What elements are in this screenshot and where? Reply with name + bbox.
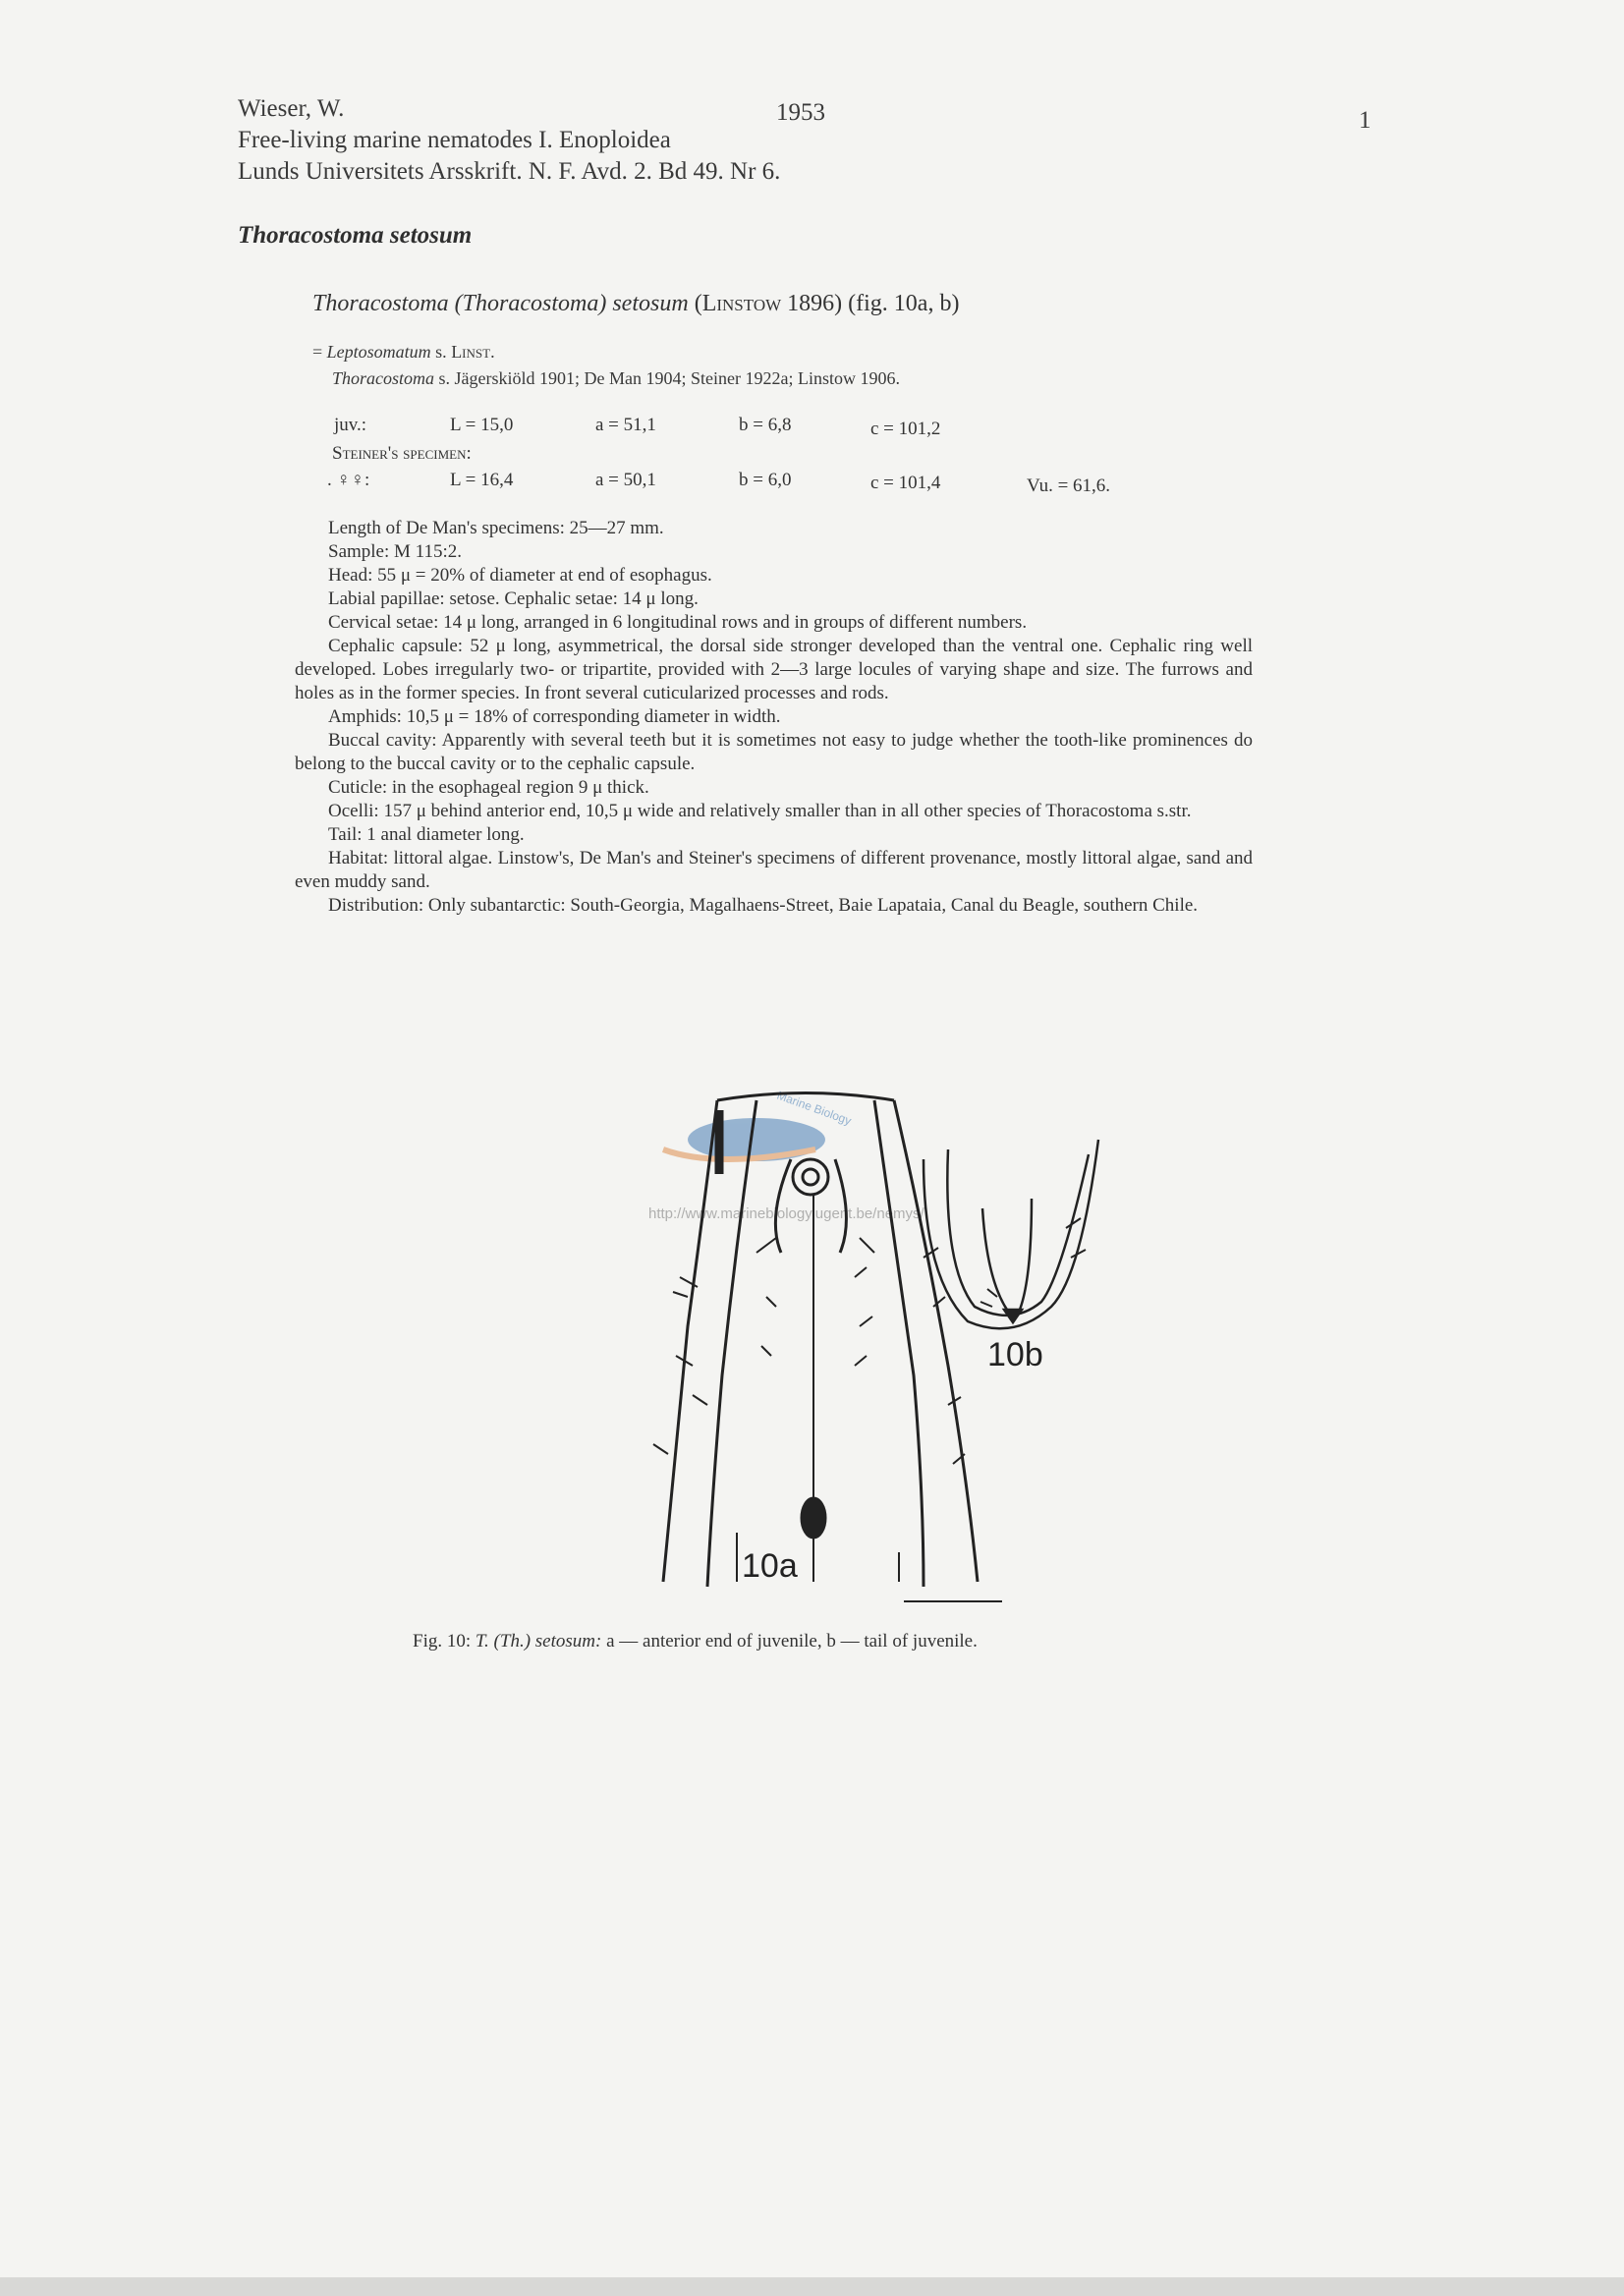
synonym-line-1: = Leptosomatum s. Linst. [312, 342, 495, 362]
steiner-specimen-label: Steiner's specimen: [332, 443, 472, 464]
juv-length: L = 15,0 [450, 415, 514, 435]
scanned-title-italic: Thoracostoma (Thoracostoma) setosum [312, 291, 689, 316]
paragraph-labial-papillae: Labial papillae: setose. Cephalic setae: 14 μ long. [328, 588, 699, 609]
scan-bottom-edge [0, 2277, 1624, 2296]
scanned-species-title: Thoracostoma (Thoracostoma) setosum (Linstow 1896) (fig. 10a, b) [312, 291, 960, 316]
juv-a: a = 51,1 [595, 415, 656, 435]
female-length: L = 16,4 [450, 470, 514, 490]
paragraph-head: Head: 55 μ = 20% of diameter at end of esophagus. [328, 565, 712, 586]
paragraph-amphids: Amphids: 10,5 μ = 18% of corresponding diameter in width. [328, 706, 781, 727]
description-text [295, 517, 1253, 918]
watermark-text: Marine Biology [774, 1088, 854, 1128]
species-heading: Thoracostoma setosum [238, 222, 473, 249]
female-c: c = 101,4 [870, 473, 941, 493]
juv-c: c = 101,2 [870, 419, 941, 439]
female-vulva: Vu. = 61,6. [1027, 476, 1111, 496]
watermark-url: http://www.marinebiology.ugent.be/nemys/ [648, 1205, 924, 1222]
juv-b: b = 6,8 [739, 415, 792, 435]
paragraph-cervical-setae: Cervical setae: 14 μ long, arranged in 6 longitudinal rows and in groups of different numbers. [328, 612, 1028, 633]
paragraph-ocelli: Ocelli: 157 μ behind anterior end, 10,5 μ wide and relatively smaller than in all other species of Thoracostoma s.str. [328, 801, 1192, 821]
paragraph-habitat: Habitat: littoral algae. Linstow's, De Man's and Steiner's specimens of different provenance, mostly littoral algae, sand and even muddy sand. [295, 848, 1253, 892]
female-a: a = 50,1 [595, 470, 656, 490]
paragraph-length: Length of De Man's specimens: 25—27 mm. [328, 518, 664, 538]
figure-label-10b: 10b [987, 1336, 1043, 1373]
figure-10b-tail [924, 1140, 1098, 1328]
scanned-title-rest: 1896) (fig. 10a, b) [781, 291, 960, 316]
female-label: . ♀♀: [327, 470, 370, 490]
author-name: Wieser, W. [238, 95, 345, 122]
nematode-figure [609, 1081, 1159, 1611]
figure-10a-anterior-end [653, 1093, 1002, 1602]
synonym-line-2: Thoracostoma s. Jägerskiöld 1901; De Man 1904; Steiner 1922a; Linstow 1906. [332, 368, 900, 388]
figure-caption: Fig. 10: T. (Th.) setosum: a — anterior end of juvenile, b — tail of juvenile. [413, 1631, 978, 1652]
juv-label: juv.: [334, 415, 367, 435]
paragraph-distribution: Distribution: Only subantarctic: South-Georgia, Magalhaens-Street, Baie Lapataia, Canal du Beagle, southern Chile. [328, 895, 1199, 916]
page-number: 1 [1359, 107, 1372, 134]
journal-reference: Lunds Universitets Arsskrift. N. F. Avd. 2. Bd 49. Nr 6. [238, 158, 781, 185]
female-b: b = 6,0 [739, 470, 792, 490]
publication-title: Free-living marine nematodes I. Enoploidea [238, 127, 671, 153]
paragraph-tail: Tail: 1 anal diameter long. [328, 824, 525, 845]
paragraph-buccal-cavity: Buccal cavity: Apparently with several teeth but it is sometimes not easy to judge whether the tooth-like prominences do belong to the buccal cavity or to the cephalic capsule. [295, 730, 1253, 774]
figure-label-10a: 10a [742, 1547, 798, 1585]
publication-year: 1953 [776, 99, 825, 126]
paragraph-sample: Sample: M 115:2. [328, 541, 462, 562]
paragraph-cuticle: Cuticle: in the esophageal region 9 μ thick. [328, 777, 649, 798]
paragraph-cephalic-capsule: Cephalic capsule: 52 μ long, asymmetrical, the dorsal side stronger developed than the ventral one. Cephalic ring well developed. Lobes irregularly two- or tripartite, provided with 2—3 large locules of varying shape and size. The furrows and holes as in the former species. In front several cuticularized processes and rods. [295, 636, 1253, 703]
scanned-title-author: Linstow [701, 291, 782, 316]
